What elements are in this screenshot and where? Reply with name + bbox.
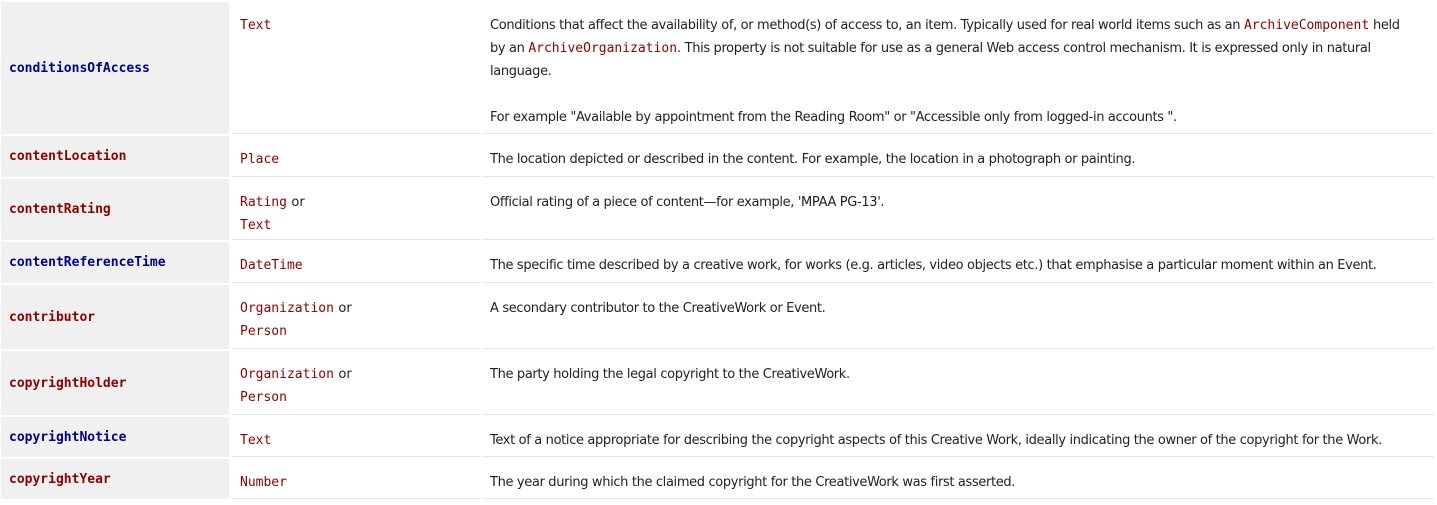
- property-name[interactable]: copyrightYear: [1, 459, 229, 499]
- or-separator: or: [338, 301, 352, 316]
- expected-types: [232, 285, 481, 349]
- expected-types: [232, 351, 481, 415]
- archive-organization-link[interactable]: ArchiveOrganization: [528, 41, 678, 56]
- property-description: The year during which the claimed copyright for the CreativeWork was first asserted.: [484, 459, 1434, 499]
- type-link[interactable]: DateTime: [240, 258, 303, 273]
- property-description: The specific time described by a creative work, for works (e.g. articles, video objects etc.) that emphasise a particular moment within an Event.: [484, 242, 1434, 283]
- or-separator: or: [338, 367, 352, 382]
- property-name[interactable]: copyrightHolder: [1, 351, 229, 415]
- property-name[interactable]: contentReferenceTime: [1, 242, 229, 283]
- type-link[interactable]: Number: [240, 475, 287, 490]
- expected-types: [232, 136, 481, 177]
- type-link[interactable]: Organization: [240, 301, 334, 316]
- expected-types: [232, 417, 481, 457]
- expected-types: [232, 179, 481, 240]
- property-description: Official rating of a piece of content—for example, 'MPAA PG-13'.: [484, 179, 1434, 240]
- type-link[interactable]: Text: [240, 433, 272, 448]
- type-link[interactable]: Text: [240, 18, 272, 33]
- table-row: [1, 179, 1434, 240]
- type-link[interactable]: Person: [240, 390, 287, 405]
- property-description: Conditions that affect the availability of, or method(s) of access to, an item. Typically used for real world items such as an ArchiveComponent held by an ArchiveOrganization. This property is not suitable for use as a general Web access control mechanism. It is expressed only in natural language. For example "Available by appointment from the Reading Room" or "Accessible only from logged-in accounts ".: [484, 2, 1434, 134]
- table-row: [1, 351, 1434, 415]
- expected-types: [232, 2, 481, 134]
- type-link[interactable]: Place: [240, 152, 280, 167]
- type-link[interactable]: Organization: [240, 367, 334, 382]
- property-name[interactable]: conditionsOfAccess: [1, 2, 229, 134]
- type-link[interactable]: Person: [240, 324, 287, 339]
- expected-types: [232, 242, 481, 283]
- type-link[interactable]: Rating: [240, 195, 287, 210]
- property-description: Text of a notice appropriate for describing the copyright aspects of this Creative Work, ideally indicating the owner of the copyright for the Work.: [484, 417, 1434, 457]
- property-name[interactable]: contributor: [1, 285, 229, 349]
- table-row: [1, 459, 1434, 499]
- property-description: A secondary contributor to the CreativeWork or Event.: [484, 285, 1434, 349]
- table-row: [1, 417, 1434, 457]
- table-row: [1, 242, 1434, 283]
- table-row: [1, 2, 1434, 134]
- table-row: [1, 136, 1434, 177]
- property-description: The location depicted or described in the content. For example, the location in a photograph or painting.: [484, 136, 1434, 177]
- archive-component-link[interactable]: ArchiveComponent: [1243, 18, 1370, 33]
- expected-types: [232, 459, 481, 499]
- or-separator: or: [291, 195, 305, 210]
- type-link[interactable]: Text: [240, 218, 272, 233]
- property-description: The party holding the legal copyright to the CreativeWork.: [484, 351, 1434, 415]
- property-name[interactable]: copyrightNotice: [1, 417, 229, 457]
- table-row: [1, 285, 1434, 349]
- property-name[interactable]: contentRating: [1, 179, 229, 240]
- property-name[interactable]: contentLocation: [1, 136, 229, 177]
